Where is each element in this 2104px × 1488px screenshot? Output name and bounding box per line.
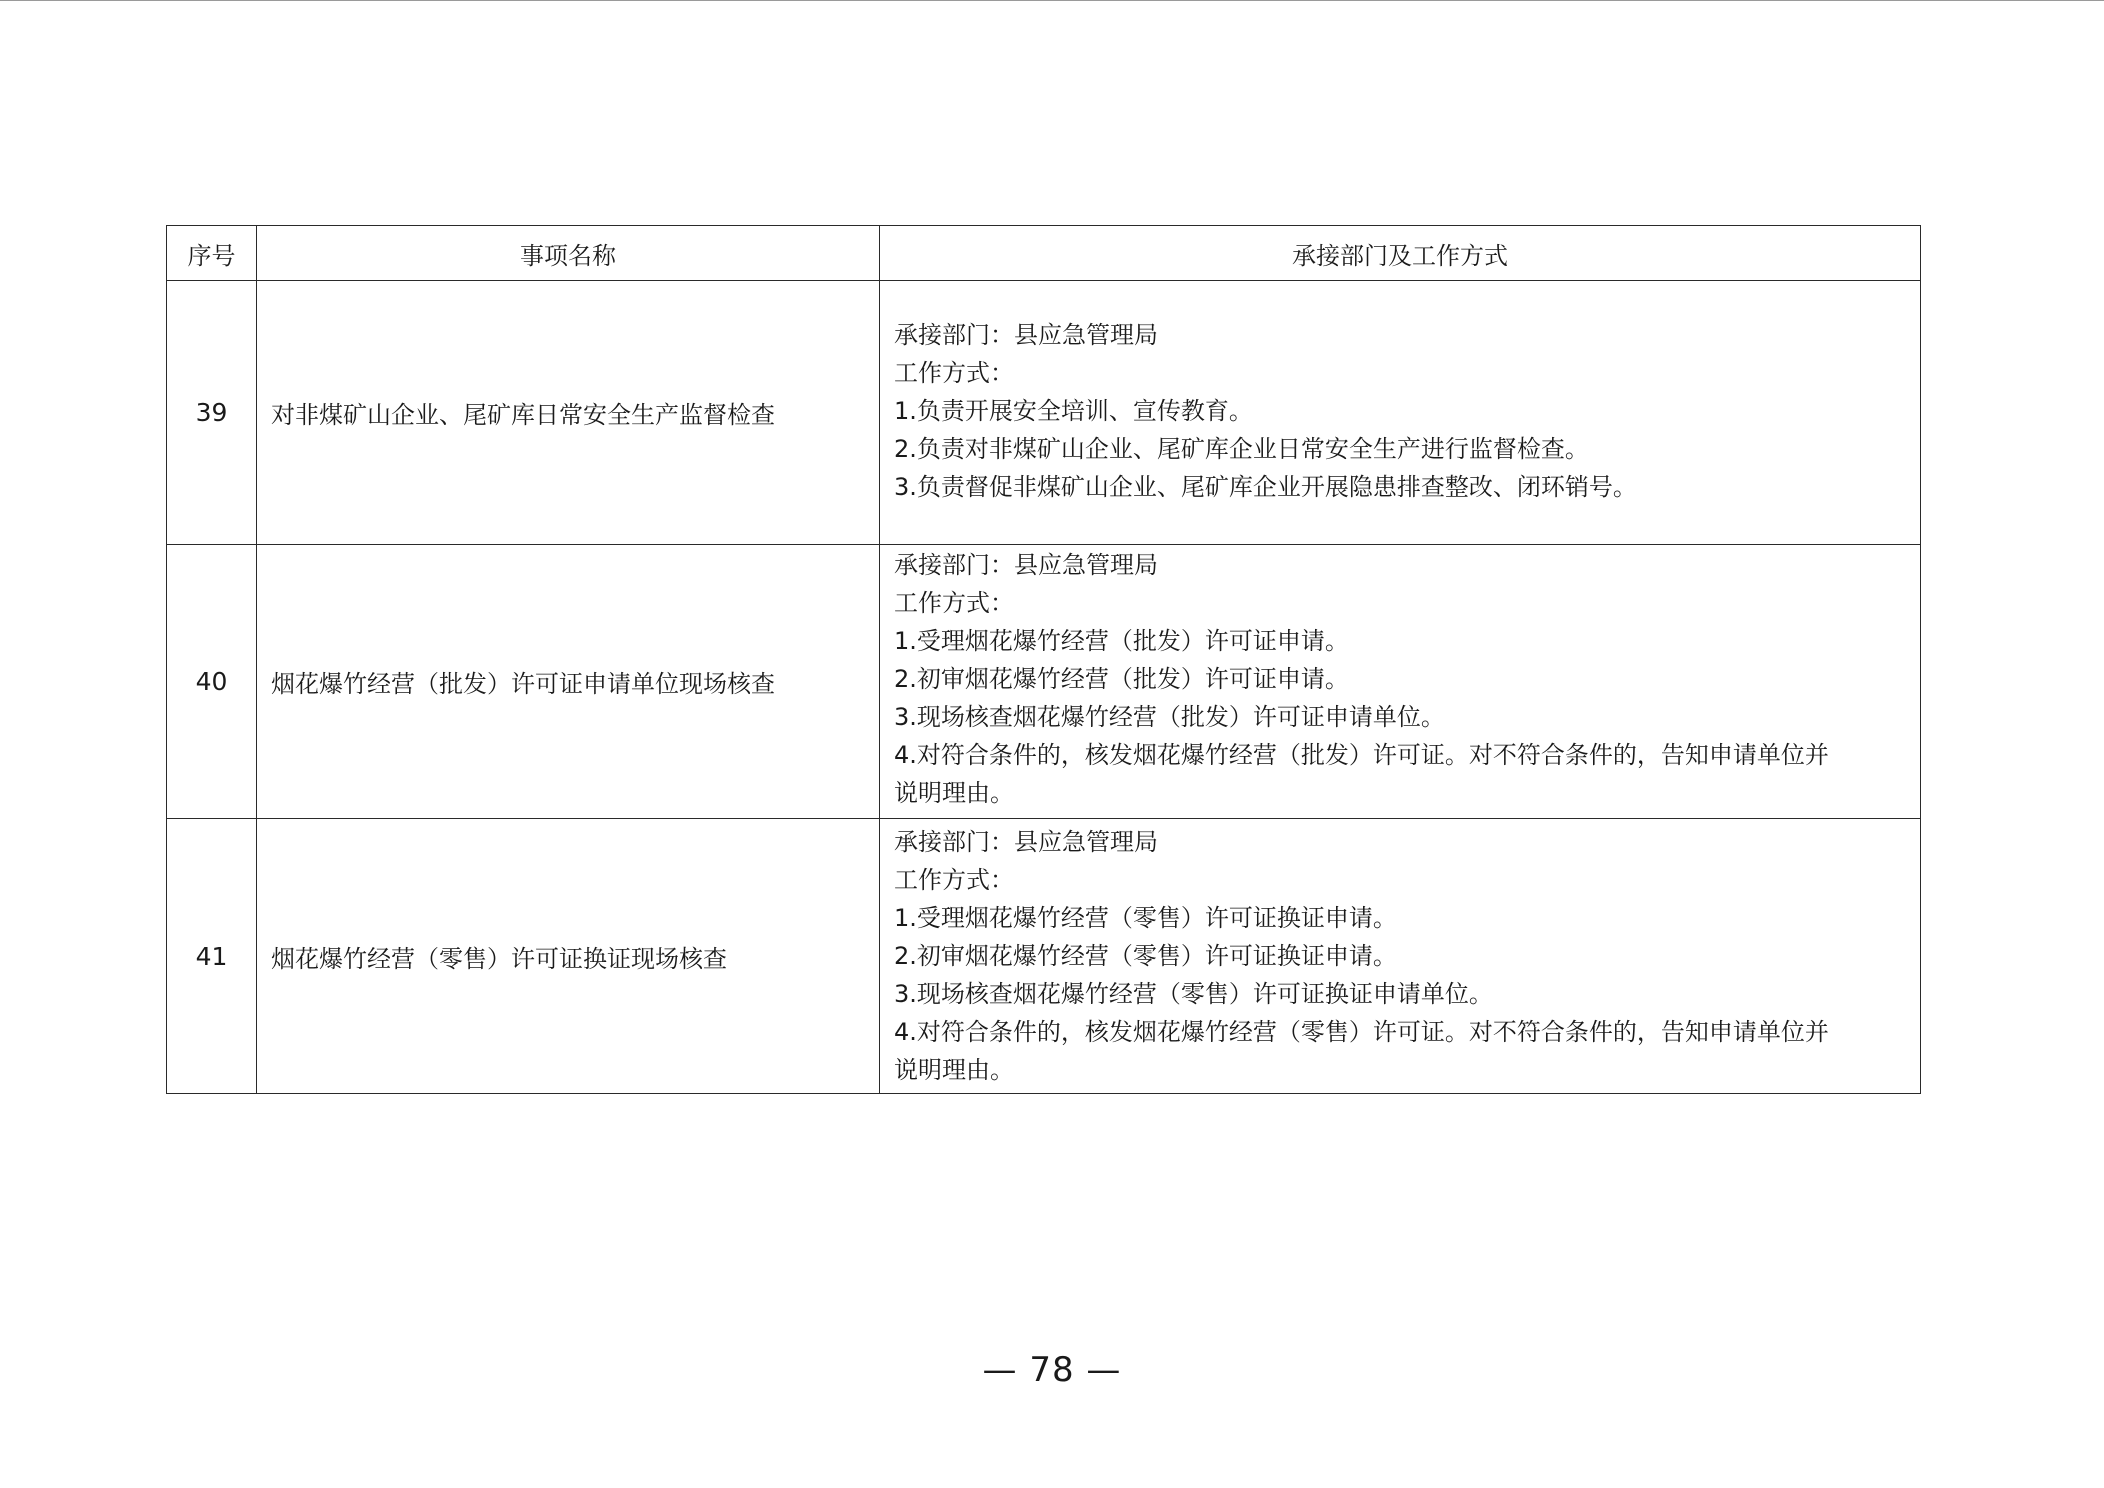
work-method-label: 工作方式： [894, 358, 1014, 387]
work-method-item-continuation: 说明理由。 [894, 778, 1014, 807]
department-line: 承接部门：县应急管理局 [894, 550, 1158, 579]
work-method-item: 2.初审烟花爆竹经营（零售）许可证换证申请。 [894, 942, 1397, 970]
department-line: 承接部门：县应急管理局 [894, 828, 1158, 856]
department-method-cell [880, 281, 1921, 545]
serial-number-cell: 40 [167, 545, 257, 819]
page-number: — 78 — [982, 1350, 1122, 1390]
page-top-border [0, 0, 2104, 1]
header-department-and-method: 承接部门及工作方式 [880, 226, 1921, 281]
table-header [167, 226, 1921, 281]
header-serial-number: 序号 [167, 226, 257, 281]
matter-name-cell: 烟花爆竹经营（批发）许可证申请单位现场核查 [257, 545, 880, 819]
department-method-lines [894, 819, 1908, 1093]
department-line: 承接部门：县应急管理局 [894, 320, 1158, 349]
work-method-item: 2.负责对非煤矿山企业、尾矿库企业日常安全生产进行监督检查。 [894, 434, 1589, 463]
matter-name-cell: 烟花爆竹经营（零售）许可证换证现场核查 [257, 819, 880, 1094]
work-method-item: 3.现场核查烟花爆竹经营（批发）许可证申请单位。 [894, 702, 1445, 731]
matter-name-cell: 对非煤矿山企业、尾矿库日常安全生产监督检查 [257, 281, 880, 545]
work-method-item: 1.受理烟花爆竹经营（批发）许可证申请。 [894, 626, 1349, 655]
work-method-item: 3.现场核查烟花爆竹经营（零售）许可证换证申请单位。 [894, 980, 1493, 1008]
table-row [167, 281, 1921, 545]
work-method-item: 1.负责开展安全培训、宣传教育。 [894, 396, 1253, 425]
work-method-item: 1.受理烟花爆竹经营（零售）许可证换证申请。 [894, 904, 1397, 932]
serial-number-cell: 41 [167, 819, 257, 1094]
work-method-item: 4.对符合条件的，核发烟花爆竹经营（零售）许可证。对不符合条件的，告知申请单位并 [894, 1018, 1829, 1046]
work-method-label: 工作方式： [894, 588, 1014, 617]
work-method-item: 2.初审烟花爆竹经营（批发）许可证申请。 [894, 664, 1349, 693]
header-row [167, 226, 1921, 281]
work-method-item: 3.负责督促非煤矿山企业、尾矿库企业开展隐患排查整改、闭环销号。 [894, 472, 1637, 501]
department-method-lines [894, 546, 1908, 818]
work-method-label: 工作方式： [894, 866, 1014, 894]
work-method-item: 4.对符合条件的，核发烟花爆竹经营（批发）许可证。对不符合条件的，告知申请单位并 [894, 740, 1829, 769]
work-method-item-continuation: 说明理由。 [894, 1056, 1014, 1084]
table-row [167, 819, 1921, 1094]
department-method-cell [880, 545, 1921, 819]
matters-table [166, 225, 1921, 1094]
department-method-cell [880, 819, 1921, 1094]
table-body [167, 281, 1921, 1094]
header-matter-name: 事项名称 [257, 226, 880, 281]
table-row [167, 545, 1921, 819]
serial-number-cell: 39 [167, 281, 257, 545]
department-method-lines [894, 310, 1908, 516]
